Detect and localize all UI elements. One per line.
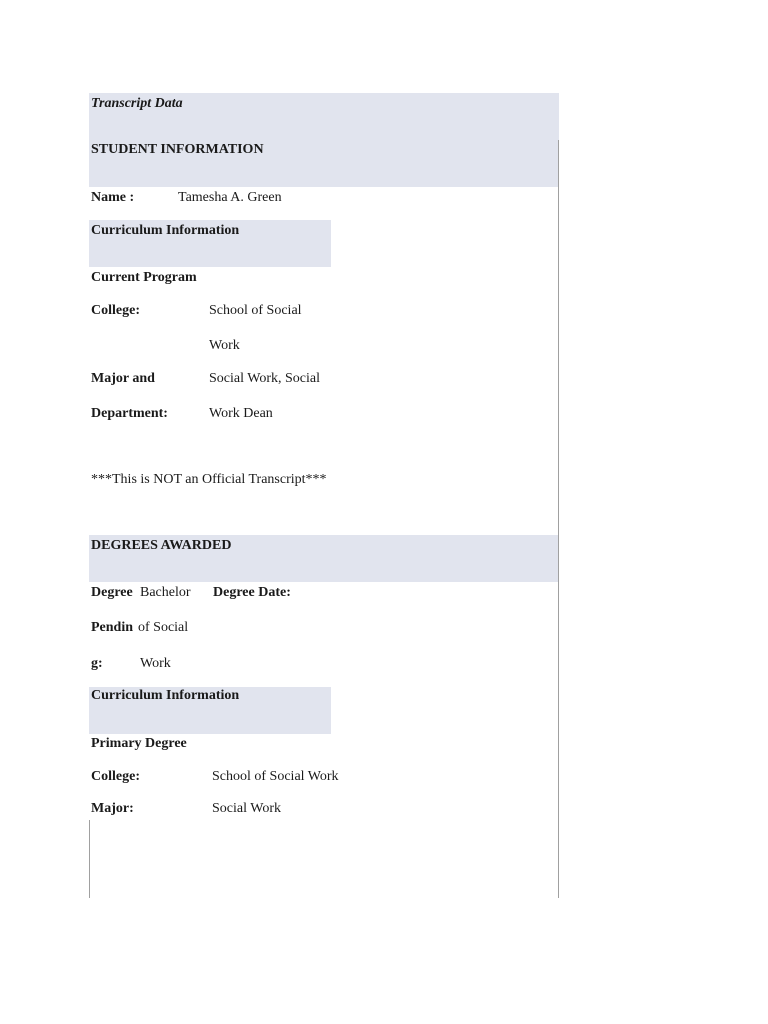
major-label-1-line2: Department: [91, 406, 168, 421]
right-border [558, 140, 559, 898]
student-info-heading: STUDENT INFORMATION [91, 142, 264, 157]
name-label: Name : [91, 190, 135, 205]
major-value-1-line2: Work Dean [209, 406, 273, 421]
major-value-1-line1: Social Work, Social [209, 371, 320, 386]
name-value: Tamesha A. Green [178, 190, 282, 205]
degree-label-line1: Degree [91, 585, 133, 600]
not-official-notice: ***This is NOT an Official Transcript*** [91, 472, 327, 487]
degrees-heading: DEGREES AWARDED [91, 538, 232, 553]
college-label-1: College: [91, 303, 140, 318]
primary-degree-label: Primary Degree [91, 736, 187, 751]
transcript-title: Transcript Data [91, 96, 183, 111]
degree-value-line3: Work [140, 656, 171, 671]
current-program-label: Current Program [91, 270, 197, 285]
major-value-2: Social Work [212, 801, 281, 816]
left-border [89, 820, 90, 898]
college-value-1-line2: Work [209, 338, 240, 353]
curriculum-heading-1: Curriculum Information [91, 223, 240, 238]
degree-label-line3: g: [91, 656, 103, 671]
degree-value-line2: of Social [138, 620, 189, 635]
college-label-2: College: [91, 769, 140, 784]
college-value-2: School of Social Work [212, 769, 339, 784]
degree-value-line1: Bachelor [140, 585, 191, 600]
degree-date-label: Degree Date: [213, 585, 291, 600]
degree-label-line2: Pendin [91, 620, 134, 635]
major-label-2: Major: [91, 801, 134, 816]
curriculum-heading-2: Curriculum Information [91, 688, 240, 703]
major-label-1-line1: Major and [91, 371, 155, 386]
college-value-1-line1: School of Social [209, 303, 302, 318]
